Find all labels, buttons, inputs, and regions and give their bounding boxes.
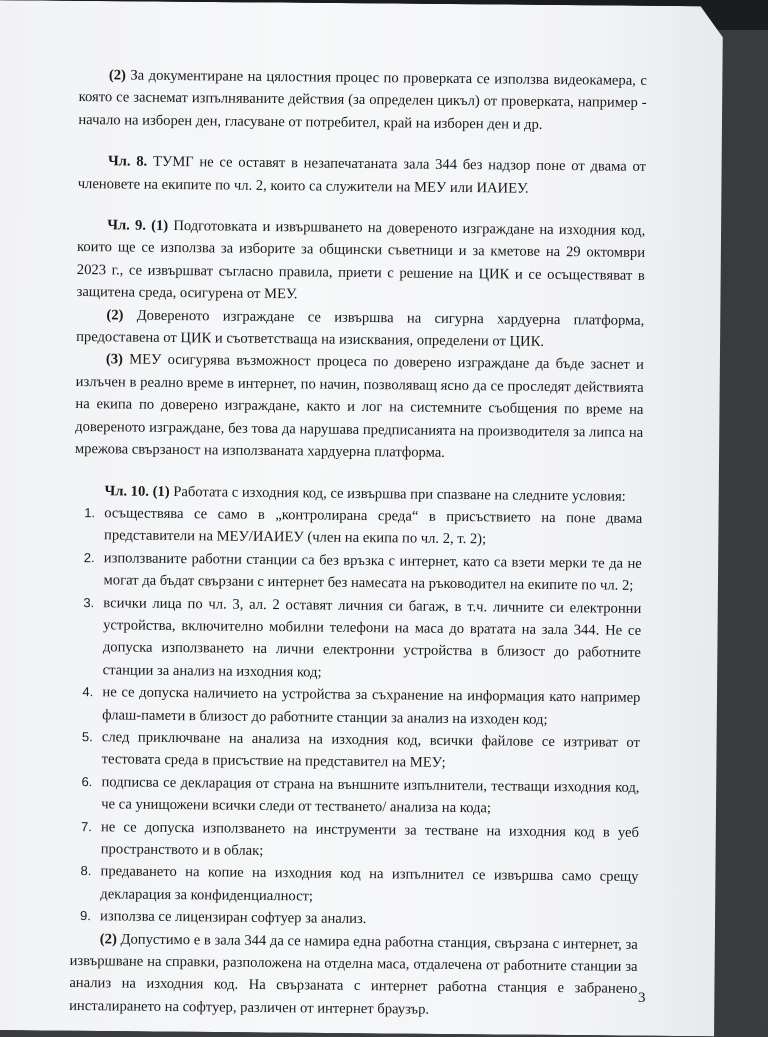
condition-text: осъществява се само в „контролирана среда“ в присъствието на поне двама представители на МЕУ/ИАИЕУ (член на екипа по чл. 2, т. 2); <box>103 505 643 548</box>
art9-p1-text: Подготовката и извършването на довереното изграждане на изходния код, които ще се използва за изборите за общински съветници и за кметове на 29 октомври 2023 г., се извършват съгласно правила, приети с решение на ЦИК и се осъществяват в защитена среда, осигурена от МЕУ. <box>76 218 646 303</box>
condition-text: след приключване на анализа на изходния код, всички файлове се изтриват от тестовата среда в присъствие на представител на МЕУ; <box>101 729 641 772</box>
list-item <box>71 816 639 867</box>
art10-p1-text: Работата с изходния код, се извършва при спазване на следните условия: <box>173 483 626 505</box>
art9-paragraph-1 <box>76 214 645 310</box>
art8-heading: Чл. 8. <box>107 153 148 170</box>
list-item <box>70 860 638 911</box>
list-item <box>72 681 640 732</box>
art8-paragraph <box>78 150 646 201</box>
art9-p3-text: МЕУ осигурява възможност процеса по доверено изграждане да бъде заснет и излъчен в реално време в интернет, по начин, позволяващ ясно да се проследят действията на екипа по доверено изграждане, както и лог на системните съобщения по време на довереното изграждане, без това да нарушава предписанията на производителя за липса на мрежова свързаност на използваната хардуерна платформа. <box>74 352 644 461</box>
condition-number: 4. <box>82 684 94 700</box>
art10-p1-number: (1) <box>152 483 170 500</box>
art7-paragraph-2 <box>78 64 647 137</box>
list-item <box>72 726 640 777</box>
art7-p2-number: (2) <box>108 67 126 84</box>
condition-number: 8. <box>80 863 92 879</box>
condition-number: 9. <box>80 908 92 924</box>
condition-text: използва се лицензиран софтуер за анализ. <box>99 908 367 928</box>
art9-p2-number: (2) <box>106 306 124 324</box>
document-body <box>69 64 647 1023</box>
condition-text: не се допуска наличието на устройства за съхранение на информация като например флаш-памети в близост до работните станции за анализ на изходен код; <box>102 684 641 728</box>
condition-text: всички лица по чл. 3, ал. 2 оставят личния си багаж, в т.ч. личните си електронни устройства, включително мобилни телефони на маса до вратата на зала 344. Не се допуска използването на лични електронни устройства в близост до работните станции за анализ на изходния код; <box>102 594 642 681</box>
art8-text: ТУМГ не се оставят в незапечатаната зала 344 без надзор поне от двама от членовете на екипите по чл. 2, които са служители на МЕУ или ИАИЕУ. <box>77 153 647 197</box>
art9-paragraph-3 <box>75 348 644 466</box>
condition-text: не се допуска използването на инструменти за тестване на изходния код в уеб пространството и в облак; <box>100 818 640 859</box>
condition-text: използваните работни станции са без връзка с интернет, като са взети мерки те да не могат да бъдат свързани с интернет без намесата на ръководител на екипите по чл. 2; <box>103 550 642 594</box>
art10-p2-text: Допустимо е в зала 344 да се намира една работна станция, свързана с интернет, за извършване на справки, разположена на отделна маса, отдалечена от работните станции за анализ на изходния код. На свързаната с интернет работна станция е забранено инсталирането на софтуер, различен от интернет браузър. <box>69 931 638 1018</box>
condition-text: предаването на копие на изходния код на изпълнител се извършва само срещу декларация за конфиденциалност; <box>100 863 639 905</box>
list-item <box>73 592 642 688</box>
art7-p2-text: За документиране на цялостния процес по проверката се използва видеокамера, с която се заснемат изпълняваните действия (за определен цикъл) от проверката, например - начало на изборен ден, гласуване от потребител, край на изборен ден и др. <box>78 67 647 133</box>
page-number: 3 <box>638 990 646 1006</box>
condition-number: 1. <box>84 504 96 521</box>
list-item <box>74 502 642 553</box>
list-item <box>71 771 639 822</box>
condition-number: 6. <box>81 773 93 789</box>
art10-paragraph-2 <box>69 928 638 1024</box>
art10-p2-number: (2) <box>99 930 117 948</box>
art9-heading: Чл. 9. <box>107 217 147 234</box>
condition-text: подписва се декларация от страна на външните изпълнители, тестващи изходния код, че са унищожени всички следи от тестването/ анализа на кода; <box>101 774 640 817</box>
condition-number: 5. <box>81 729 93 745</box>
condition-number: 2. <box>83 549 95 565</box>
art10-heading: Чл. 10. <box>104 482 150 500</box>
art10-conditions-list <box>70 502 642 934</box>
art9-p3-number: (3) <box>105 351 124 368</box>
condition-number: 3. <box>83 594 95 610</box>
condition-number: 7. <box>80 818 92 834</box>
art9-p1-number: (1) <box>151 217 169 234</box>
art9-p2-text: Довереното изграждане се извършва на сигурна хардуерна платформа, предоставена от ЦИК и съответстваща на изисквания, определени от ЦИК. <box>76 307 645 350</box>
list-item <box>73 547 641 598</box>
art9-paragraph-2 <box>76 304 644 355</box>
